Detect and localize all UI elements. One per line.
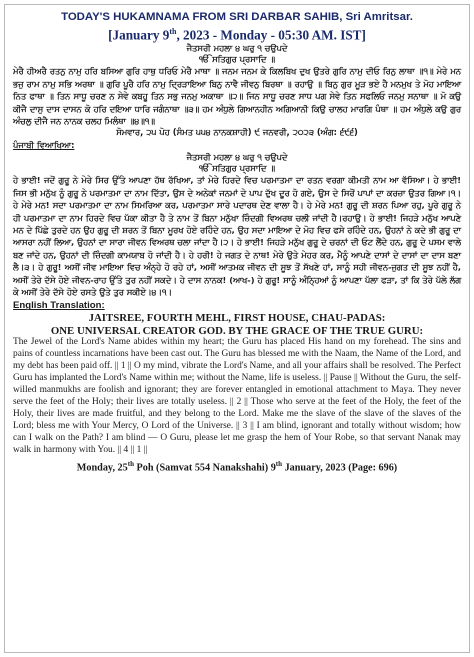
date-suffix: , 2023 - Monday - 05:30 AM. IST] xyxy=(176,27,366,43)
vyakhya-mool-line: ੴ ਸਤਿਗੁਰ ਪ੍ਰਸਾਦਿ ॥ xyxy=(198,163,276,174)
shabad-text: ਮੇਰੈ ਹੀਅਰੈ ਰਤਨੁ ਨਾਮੁ ਹਰਿ ਬਸਿਆ ਗੁਰਿ ਹਾਥੁ ਧਰਿਓ ਮੇਰੈ ਮਾਥਾ ॥ ਜਨਮ ਜਨਮ ਕੇ ਕਿਲਬਿਖ ਦੁਖ ਉਤਰੇ ਗੁਰਿ ਨਾਮੁ ਦੀਓ ਰਿਨੁ ਲਾਥਾ ॥੧॥ ਮੇਰੇ ਮਨ ਭਜੁ ਰਾਮ ਨਾਮੁ ਸਭਿ ਅਰਥਾ ॥ ਗੁਰਿ ਪੂਰੈ ਹਰਿ ਨਾਮੁ ਦ੍ਰਿੜਾਇਆ ਬਿਨੁ ਨਾਵੈ ਜੀਵਨੁ ਬਿਰਥਾ ॥ ਰਹਾਉ ॥ ਬਿਨੁ ਗੁਰ ਮੂੜ ਭਏ ਹੈ ਮਨਮੁਖ ਤੇ ਮੋਹ ਮਾਇਆ ਨਿਤ ਫਾਥਾ ॥ ਤਿਨ ਸਾਧੂ ਚਰਣ ਨ ਸੇਵੇ ਕਬਹੂ ਤਿਨ ਸਭੁ ਜਨਮੁ ਅਕਾਥਾ ॥੨॥ ਜਿਨ ਸਾਧੂ ਚਰਣ ਸਾਧ ਪਗ ਸੇਵੇ ਤਿਨ ਸਫਲਿਓ ਜਨਮੁ ਸਨਾਥਾ ॥ ਮੋ ਕਉ ਕੀਜੈ ਦਾਸੁ ਦਾਸ ਦਾਸਨ ਕੋ ਹਰਿ ਦਇਆ ਧਾਰਿ ਜਗੰਨਾਥਾ ॥੩॥ ਹਮ ਅੰਧੁਲੇ ਗਿਆਨਹੀਨ ਅਗਿਆਨੀ ਕਿਉ ਚਾਲਹ ਮਾਰਗਿ ਪੰਥਾ ॥ ਹਮ ਅੰਧੁਲੇ ਕਉ ਗੁਰ ਅੰਚਲੁ ਦੀਜੈ ਜਨ ਨਾਨਕ ਚਲਹ ਮਿਲੰਥਾ ॥੪॥੧॥ xyxy=(13,66,461,127)
footer-prefix: Monday, 25 xyxy=(76,461,128,473)
footer-suffix: January, 2023 (Page: 696) xyxy=(282,461,398,473)
punjabi-explanation-text: ਹੇ ਭਾਈ! ਜਦੋਂ ਗੁਰੂ ਨੇ ਮੇਰੇ ਸਿਰ ਉੱਤੇ ਆਪਣਾ ਹੱਥ ਰੱਖਿਆ, ਤਾਂ ਮੇਰੇ ਹਿਰਦੇ ਵਿਚ ਪਰਮਾਤਮਾ ਦਾ ਰਤਨ ਵਰਗਾ ਕੀਮਤੀ ਨਾਮ ਆ ਵੱਸਿਆ। ਹੇ ਭਾਈ! ਜਿਸ ਭੀ ਮਨੁੱਖ ਨੂੰ ਗੁਰੂ ਨੇ ਪਰਮਾਤਮਾ ਦਾ ਨਾਮ ਦਿੱਤਾ, ਉਸ ਦੇ ਅਨੇਕਾਂ ਜਨਮਾਂ ਦੇ ਪਾਪ ਦੁੱਖ ਦੂਰ ਹੋ ਗਏ, ਉਸ ਦੇ ਸਿਰੋਂ ਪਾਪਾਂ ਦਾ ਕਰਜ਼ਾ ਉਤਰ ਗਿਆ।੧। ਹੇ ਮੇਰੇ ਮਨ! ਸਦਾ ਪਰਮਾਤਮਾ ਦਾ ਨਾਮ ਸਿਮਰਿਆ ਕਰ, ਪਰਮਾਤਮਾ ਸਾਰੇ ਪਦਾਰਥ ਦੇਣ ਵਾਲਾ ਹੈ। ਹੇ ਮੇਰੇ ਮਨ! ਗੁਰੂ ਦੀ ਸ਼ਰਨ ਪਿਆ ਰਹੁ, ਪੂਰੇ ਗੁਰੂ ਨੇ ਹੀ ਪਰਮਾਤਮਾ ਦਾ ਨਾਮ ਹਿਰਦੇ ਵਿਚ ਪੱਕਾ ਕੀਤਾ ਹੈ ਤੇ ਨਾਮ ਤੋਂ ਬਿਨਾ ਮਨੁੱਖਾ ਜ਼ਿੰਦਗੀ ਵਿਅਰਥ ਚਲੀ ਜਾਂਦੀ ਹੈ।ਰਹਾਉ। ਹੇ ਭਾਈ! ਜਿਹੜੇ ਮਨੁੱਖ ਆਪਣੇ ਮਨ ਦੇ ਪਿੱਛੇ ਤੁਰਦੇ ਹਨ ਉਹ ਗੁਰੂ ਦੀ ਸ਼ਰਨ ਤੋਂ ਬਿਨਾ ਮੂਰਖ ਹੋਏ ਰਹਿੰਦੇ ਹਨ, ਉਹ ਸਦਾ ਮਾਇਆ ਦੇ ਮੋਹ ਵਿਚ ਫਸੇ ਰਹਿੰਦੇ ਹਨ, ਉਹਨਾਂ ਨੇ ਕਦੇ ਭੀ ਗੁਰੂ ਦਾ ਆਸਰਾ ਨਹੀਂ ਲਿਆ, ਉਹਨਾਂ ਦਾ ਸਾਰਾ ਜੀਵਨ ਵਿਅਰਥ ਚਲਾ ਜਾਂਦਾ ਹੈ।੨। ਹੇ ਭਾਈ! ਜਿਹੜੇ ਮਨੁੱਖ ਗੁਰੂ ਦੇ ਚਰਨਾਂ ਦੀ ਓਟ ਲੈਂਦੇ ਹਨ, ਗੁਰੂ ਦੇ ਪਸਮ ਵਾਲੇ ਬਣ ਜਾਂਦੇ ਹਨ, ਉਹਨਾਂ ਦੀ ਜ਼ਿੰਦਗੀ ਕਾਮਯਾਬ ਹੋ ਜਾਂਦੀ ਹੈ। ਹੇ ਹਰੀ! ਹੇ ਜਗਤ ਦੇ ਨਾਥ! ਮੇਰੇ ਉਤੇ ਮੇਹਰ ਕਰ, ਮੈਨੂੰ ਆਪਣੇ ਦਾਸਾਂ ਦੇ ਦਾਸਾਂ ਦਾ ਦਾਸ ਬਣਾ ਲੈ।੩। ਹੇ ਗੁਰੂ! ਅਸੀਂ ਜੀਵ ਮਾਇਆ ਵਿਚ ਅੰਨ੍ਹੇ ਹੋ ਰਹੇ ਹਾਂ, ਅਸੀਂ ਆਤਮਕ ਜੀਵਨ ਦੀ ਸੂਝ ਤੋਂ ਸੱਖਣੇ ਹਾਂ, ਸਾਨੂੰ ਸਹੀ ਜੀਵਨ-ਜੁਗਤ ਦੀ ਸੂਝ ਨਹੀਂ ਹੈ, ਅਸੀਂ ਤੇਰੇ ਦੱਸੇ ਹੋਏ ਜੀਵਨ-ਰਾਹ ਉੱਤੇ ਤੁਰ ਨਹੀਂ ਸਕਦੇ। ਹੇ ਦਾਸ ਨਾਨਕ! (ਆਖ-) ਹੇ ਗੁਰੂ! ਸਾਨੂੰ ਅੰਨ੍ਹਿਆਂ ਨੂੰ ਆਪਣਾ ਪੱਲਾ ਫੜਾ, ਤਾਂ ਕਿ ਤੇਰੇ ਪੱਲੇ ਲੱਗ ਕੇ ਅਸੀਂ ਤੇਰੇ ਦੱਸੇ ਹੋਏ ਰਸਤੇ ਉਤੇ ਤੁਰ ਸਕੀਏ।੪।੧। xyxy=(13,175,461,298)
date-prefix: [January 9 xyxy=(108,27,170,43)
footer-middle: Poh (Samvat 554 Nanakshahi) 9 xyxy=(133,461,276,473)
date-superscript: th xyxy=(169,27,177,36)
english-raag-line: JAITSREE, FOURTH MEHL, FIRST HOUSE, CHAU-PADAS: xyxy=(88,312,386,325)
shabad-date-line: ਸੋਮਵਾਰ, ੨੫ ਪੋਹ (ਸੰਮਤ ੫੫੪ ਨਾਨਕਸ਼ਾਹੀ) ੯ ਜਨਵਰੀ, ੨੦੨੩ (ਅੰਗ: ੬੯੬) xyxy=(116,127,358,138)
footer-sup-1: th xyxy=(127,459,134,468)
english-mool-line: ONE UNIVERSAL CREATOR GOD. BY THE GRACE OF THE TRUE GURU: xyxy=(50,324,424,337)
footer-date-line xyxy=(13,458,461,474)
english-translation-heading: English Translation: xyxy=(13,300,105,312)
date-time-line xyxy=(13,24,461,43)
punjabi-explanation-heading: ਪੰਜਾਬੀ ਵਿਆਖਿਆ: xyxy=(13,140,75,151)
english-translation-text: The Jewel of the Lord's Name abides within my heart; the Guru has placed His hand on my forehead. The sins and pains of countless incarnations have been cast out. The Guru has blessed me with the Naam, the Name of the Lord, and my debt has been paid off. || 1 || O my mind, vibrate the Lord's Name, and all your affairs shall be resolved. The Perfect Guru has implanted the Lord's Name within me; without the Name, life is useless. || Pause || Without the Guru, the self-willed manmukhs are foolish and ignorant; they are forever entangled in emotional attachment to Maya. They never serve the feet of the Holy; their lives are totally useless. || 2 || Those who serve at the feet of the Holy, the feet of the Holy, their lives are made fruitful, and they belong to the Lord. Make me the slave of the slave of the slaves of the Lord; bless me with Your Mercy, O Lord of the Universe. || 3 || I am blind, ignorant and totally without wisdom; how can I walk on the Path? I am blind — O Guru, please let me grasp the hem of Your Robe, so that servant Nanak may walk in harmony with You. || 4 || 1 || xyxy=(13,337,461,455)
shabad-mool-line: ੴ ਸਤਿਗੁਰ ਪ੍ਰਸਾਦਿ ॥ xyxy=(198,54,276,65)
footer-sup-2: th xyxy=(275,459,283,468)
vyakhya-raag-line: ਜੈਤਸਰੀ ਮਹਲਾ ੪ ਘਰੁ ੧ ਚਉਪਦੇ xyxy=(186,152,288,163)
page-title: TODAY'S HUKAMNAMA FROM SRI DARBAR SAHIB, Sri Amritsar. xyxy=(61,11,413,23)
hukamnama-document xyxy=(4,4,470,653)
shabad-raag-line: ਜੈਤਸਰੀ ਮਹਲਾ ੪ ਘਰੁ ੧ ਚਉਪਦੇ xyxy=(186,43,288,54)
